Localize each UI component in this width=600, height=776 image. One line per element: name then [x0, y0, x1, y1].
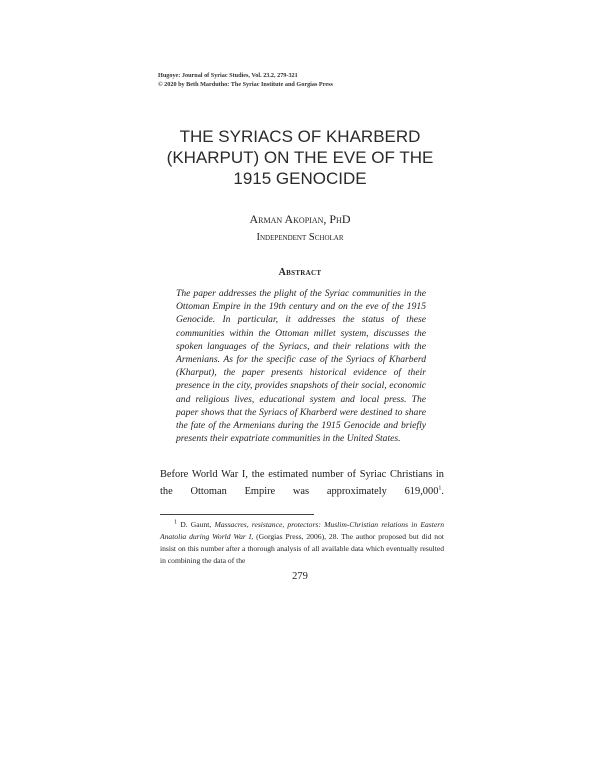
footnote-text: (Gorgias Press, 2006), 28. The author proposed but did not insist on this number after a thorough analysis of all available data which eventually resulted in combining the data of the	[160, 532, 444, 565]
footnote	[160, 519, 444, 567]
footnote-divider	[160, 514, 314, 515]
article-title	[100, 126, 500, 189]
body-paragraph	[160, 466, 444, 500]
body-text-end: .	[441, 486, 444, 497]
body-text: Before World War I, the estimated number of Syriac Christians in the Ottoman Empire was approximately 619,000	[160, 469, 444, 497]
abstract-text: The paper addresses the plight of the Syriac communities in the Ottoman Empire in the 19th century and on the eve of the 1915 Genocide. In particular, it addresses the status of these communities within the Ottoman millet system, discusses the spoken languages of the Syriacs, and their relations with the Armenians. As for the specific case of the Syriacs of Kharberd (Kharput), the paper presents historical evidence of their presence in the city, provides snapshots of their social, economic and religious lives, educational system and local press. The paper shows that the Syriacs of Kharberd were destined to share the fate of the Armenians during the 1915 Genocide and briefly presents their expatriate communities in the United States.	[176, 288, 426, 445]
title-line-1: THE SYRIACS OF KHARBERD	[179, 127, 421, 146]
journal-header	[158, 72, 458, 89]
footnote-reference[interactable]: 1	[438, 485, 442, 492]
title-line-2: (KHARPUT) ON THE EVE OF THE	[166, 148, 434, 167]
title-line-3: 1915 GENOCIDE	[233, 169, 367, 188]
page-number: 279	[292, 571, 308, 582]
abstract-heading: Abstract	[278, 267, 322, 278]
author-name: Arman Akopian, PhD	[249, 212, 351, 226]
footnote-author: D. Gaunt,	[180, 520, 212, 529]
copyright-line: © 2020 by Beth Mardutho: The Syriac Institute and Gorgias Press	[158, 80, 333, 88]
footnote-marker: 1	[174, 519, 177, 526]
journal-citation: Hugoye: Journal of Syriac Studies, Vol. 23.2, 279-321	[158, 72, 298, 79]
footnote-title: Massacres, resistance, protectors: Muslim-Christian relations in Eastern Anatolia during World War I,	[160, 520, 444, 541]
author-affiliation: Independent Scholar	[256, 232, 344, 243]
